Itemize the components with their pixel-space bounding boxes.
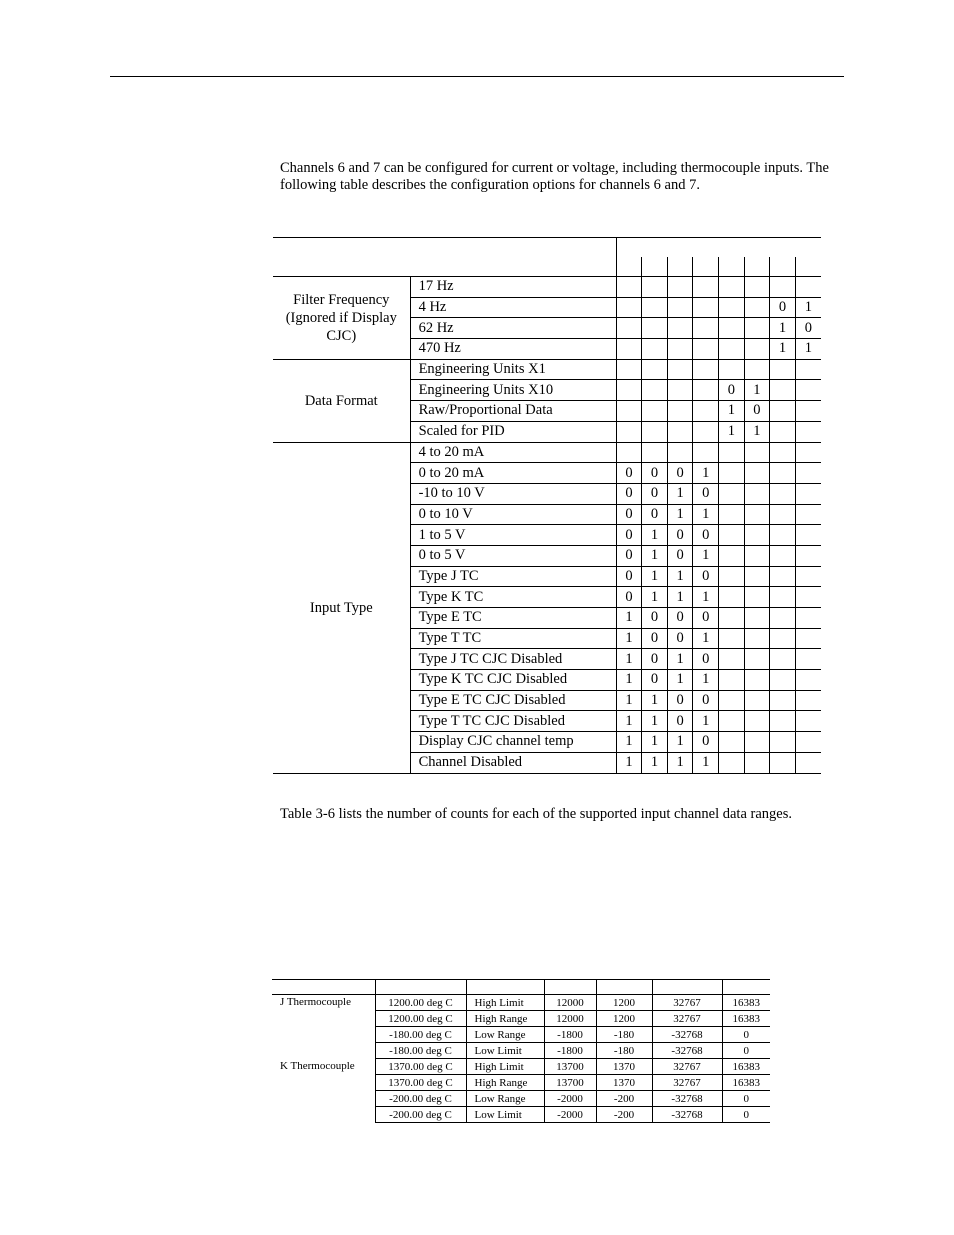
config-bit-cell (719, 277, 745, 298)
counts-cell: 0 (722, 1027, 770, 1043)
counts-cell: -32768 (652, 1107, 722, 1123)
config-bit-cell (693, 401, 719, 422)
config-bit-cell: 0 (642, 628, 668, 649)
config-group-label: Filter Frequency (Ignored if Display CJC) (273, 277, 410, 360)
config-bit-cell (795, 277, 821, 298)
config-bit-cell (744, 525, 770, 546)
counts-cell: Low Range (466, 1091, 544, 1107)
config-bit-cell (795, 504, 821, 525)
config-bit-cell: 0 (642, 649, 668, 670)
counts-cell: 1200 (596, 995, 652, 1011)
config-bit-cell: 0 (642, 463, 668, 484)
config-bit-cell: 1 (667, 752, 693, 773)
config-bit-cell: 0 (642, 608, 668, 629)
config-bit-cell: 1 (719, 421, 745, 442)
config-bit-cell: 1 (642, 587, 668, 608)
config-bit-cell (719, 545, 745, 566)
configuration-table (273, 237, 821, 774)
config-bit-cell: 0 (693, 690, 719, 711)
config-bit-cell (744, 587, 770, 608)
config-bit-cell (642, 401, 668, 422)
config-option-name: Engineering Units X10 (410, 380, 616, 401)
config-bit-cell: 1 (667, 670, 693, 691)
counts-cell: 0 (722, 1043, 770, 1059)
config-bit-cell (616, 380, 642, 401)
config-bit-cell (642, 297, 668, 318)
config-option-name: -10 to 10 V (410, 483, 616, 504)
config-bit-cell (719, 690, 745, 711)
config-bit-cell (719, 318, 745, 339)
counts-cell: -200.00 deg C (375, 1091, 466, 1107)
config-bit-cell: 1 (693, 545, 719, 566)
config-bit-cell (770, 463, 796, 484)
config-bit-cell (795, 732, 821, 753)
config-bit-cell: 1 (642, 752, 668, 773)
counts-cell: 16383 (722, 995, 770, 1011)
config-bit-cell: 0 (693, 566, 719, 587)
counts-cell: High Range (466, 1075, 544, 1091)
config-bit-cell (642, 421, 668, 442)
config-bit-cell: 1 (693, 670, 719, 691)
counts-cell: 1370.00 deg C (375, 1075, 466, 1091)
config-option-name: Type J TC CJC Disabled (410, 649, 616, 670)
config-bit-cell: 0 (667, 545, 693, 566)
config-bit-cell (744, 339, 770, 360)
config-bit-cell (744, 752, 770, 773)
config-bit-cell (744, 711, 770, 732)
counts-cell: 1370 (596, 1075, 652, 1091)
config-bit-cell (667, 297, 693, 318)
counts-cell: -180 (596, 1027, 652, 1043)
config-bit-cell (770, 421, 796, 442)
config-bit-cell (616, 359, 642, 380)
config-bit-cell: 0 (667, 711, 693, 732)
config-bit-cell: 0 (616, 483, 642, 504)
config-option-row (273, 359, 821, 380)
config-bit-cell (719, 504, 745, 525)
config-bit-cell (770, 525, 796, 546)
counts-cell: 1370.00 deg C (375, 1059, 466, 1075)
counts-cell: -200 (596, 1107, 652, 1123)
counts-cell: 1370 (596, 1059, 652, 1075)
config-bit-cell (795, 711, 821, 732)
config-option-name: 17 Hz (410, 277, 616, 298)
counts-cell: 1200.00 deg C (375, 1011, 466, 1027)
config-bit-cell: 0 (693, 483, 719, 504)
config-option-name: Type E TC CJC Disabled (410, 690, 616, 711)
config-bit-cell (667, 401, 693, 422)
config-option-name: Type K TC CJC Disabled (410, 670, 616, 691)
counts-cell: -1800 (544, 1043, 596, 1059)
counts-cell: -200 (596, 1091, 652, 1107)
config-bit-cell: 1 (795, 339, 821, 360)
counts-cell: -32768 (652, 1091, 722, 1107)
config-bit-cell: 1 (616, 732, 642, 753)
config-bit-cell: 0 (667, 463, 693, 484)
config-bit-cell: 0 (795, 318, 821, 339)
config-option-name: Channel Disabled (410, 752, 616, 773)
config-bit-cell: 0 (642, 504, 668, 525)
config-bit-cell: 0 (642, 483, 668, 504)
config-bit-cell (770, 649, 796, 670)
config-bit-cell: 1 (770, 318, 796, 339)
config-bit-cell (795, 752, 821, 773)
config-bit-cell: 1 (642, 732, 668, 753)
config-bit-cell (719, 442, 745, 463)
config-bit-cell: 0 (744, 401, 770, 422)
counts-cell: 32767 (652, 1075, 722, 1091)
config-bit-cell: 0 (642, 670, 668, 691)
config-header-row-1 (273, 238, 821, 258)
config-bit-cell (795, 380, 821, 401)
config-bit-cell (744, 359, 770, 380)
config-option-name: Engineering Units X1 (410, 359, 616, 380)
config-bit-cell (770, 752, 796, 773)
config-bit-cell (719, 566, 745, 587)
counts-cell: 12000 (544, 995, 596, 1011)
config-bit-cell (744, 504, 770, 525)
config-bit-cell (719, 752, 745, 773)
config-bit-cell (667, 318, 693, 339)
config-bit-cell (719, 587, 745, 608)
config-bit-cell: 1 (616, 752, 642, 773)
counts-cell: 16383 (722, 1011, 770, 1027)
config-bit-cell (642, 442, 668, 463)
config-option-name: 4 to 20 mA (410, 442, 616, 463)
config-bit-cell (770, 545, 796, 566)
config-option-name: Display CJC channel temp (410, 732, 616, 753)
config-bit-cell (693, 380, 719, 401)
config-bit-cell (744, 690, 770, 711)
config-bit-cell: 1 (616, 670, 642, 691)
config-bit-cell: 1 (744, 380, 770, 401)
config-bit-cell (770, 277, 796, 298)
counts-intro-paragraph: Table 3-6 lists the number of counts for each of the supported input channel data ranges. (280, 806, 792, 822)
config-bit-cell (795, 649, 821, 670)
config-bit-cell (744, 463, 770, 484)
config-bit-cell: 0 (693, 525, 719, 546)
counts-cell: 13700 (544, 1059, 596, 1075)
config-bit-cell (719, 463, 745, 484)
config-bit-cell (770, 587, 796, 608)
config-bit-cell (642, 277, 668, 298)
config-bit-cell (719, 525, 745, 546)
config-bit-cell (770, 380, 796, 401)
config-bit-cell (795, 545, 821, 566)
config-bit-cell (642, 359, 668, 380)
config-bit-cell (770, 359, 796, 380)
counts-cell: Low Limit (466, 1107, 544, 1123)
config-bit-cell: 0 (667, 608, 693, 629)
counts-cell: 32767 (652, 995, 722, 1011)
config-option-name: Type K TC (410, 587, 616, 608)
config-bit-cell (744, 670, 770, 691)
config-bit-cell (744, 649, 770, 670)
config-bit-cell: 0 (693, 608, 719, 629)
config-bit-cell (616, 401, 642, 422)
counts-group-label: J Thermocouple (280, 996, 351, 1008)
counts-cell: High Limit (466, 995, 544, 1011)
config-bit-cell: 1 (667, 587, 693, 608)
counts-cell: 1200.00 deg C (375, 995, 466, 1011)
counts-cell: 0 (722, 1107, 770, 1123)
config-bit-cell (667, 277, 693, 298)
config-bit-cell (693, 297, 719, 318)
config-bit-cell (770, 732, 796, 753)
config-bit-cell (719, 732, 745, 753)
counts-cell: 13700 (544, 1075, 596, 1091)
config-option-name: 470 Hz (410, 339, 616, 360)
config-bit-cell (744, 483, 770, 504)
config-option-name: 62 Hz (410, 318, 616, 339)
config-bit-cell (744, 277, 770, 298)
counts-cell: -180.00 deg C (375, 1027, 466, 1043)
counts-cell: -32768 (652, 1043, 722, 1059)
config-option-name: Raw/Proportional Data (410, 401, 616, 422)
config-bit-cell: 0 (667, 525, 693, 546)
config-bit-cell (770, 442, 796, 463)
config-bit-cell (770, 628, 796, 649)
counts-cell: -2000 (544, 1091, 596, 1107)
config-bit-cell (795, 463, 821, 484)
counts-cell: High Range (466, 1011, 544, 1027)
counts-cell: -2000 (544, 1107, 596, 1123)
counts-cell: Low Limit (466, 1043, 544, 1059)
config-bit-cell: 1 (667, 483, 693, 504)
config-option-row (273, 277, 821, 298)
config-bit-cell: 0 (616, 587, 642, 608)
counts-cell: -180.00 deg C (375, 1043, 466, 1059)
counts-cell: -200.00 deg C (375, 1107, 466, 1123)
config-bit-cell (642, 380, 668, 401)
config-bit-cell (616, 297, 642, 318)
config-bit-cell (770, 401, 796, 422)
config-bit-cell (795, 401, 821, 422)
config-bit-cell (642, 318, 668, 339)
config-bit-cell (744, 628, 770, 649)
config-bit-cell (667, 442, 693, 463)
counts-cell: 0 (722, 1091, 770, 1107)
config-bit-cell (693, 359, 719, 380)
config-bit-cell: 1 (693, 587, 719, 608)
config-option-name: 0 to 5 V (410, 545, 616, 566)
counts-cell: -180 (596, 1043, 652, 1059)
config-bit-cell (744, 545, 770, 566)
config-bit-cell (667, 380, 693, 401)
config-bit-cell (616, 277, 642, 298)
config-bit-cell (744, 442, 770, 463)
config-bit-cell (744, 732, 770, 753)
config-bit-cell (667, 359, 693, 380)
config-group-label: Input Type (273, 442, 410, 773)
config-bit-cell (770, 504, 796, 525)
config-bit-cell: 1 (770, 339, 796, 360)
config-bit-cell: 0 (616, 525, 642, 546)
config-bit-cell (616, 442, 642, 463)
config-bit-cell (616, 339, 642, 360)
config-option-name: Type T TC (410, 628, 616, 649)
config-bit-cell: 0 (616, 545, 642, 566)
config-bit-cell: 1 (667, 732, 693, 753)
counts-row (272, 1059, 770, 1075)
config-bit-cell (795, 608, 821, 629)
config-bit-cell (770, 690, 796, 711)
config-bit-cell: 1 (795, 297, 821, 318)
config-bit-cell: 1 (642, 711, 668, 732)
counts-cell: -1800 (544, 1027, 596, 1043)
config-bit-cell (744, 608, 770, 629)
config-bit-cell (719, 359, 745, 380)
config-bit-cell (719, 608, 745, 629)
config-bit-cell (719, 711, 745, 732)
config-bit-cell: 0 (616, 566, 642, 587)
header-rule (110, 76, 844, 77)
config-bit-cell (744, 318, 770, 339)
config-bit-cell (719, 670, 745, 691)
config-bit-cell: 1 (642, 566, 668, 587)
counts-cell: Low Range (466, 1027, 544, 1043)
config-option-name: Type J TC (410, 566, 616, 587)
config-bit-cell: 1 (616, 711, 642, 732)
config-bit-cell (795, 421, 821, 442)
config-bit-cell (770, 670, 796, 691)
config-bit-cell: 1 (693, 463, 719, 484)
counts-cell: 12000 (544, 1011, 596, 1027)
counts-cell: 32767 (652, 1011, 722, 1027)
config-bit-cell (616, 318, 642, 339)
config-bit-cell: 0 (667, 628, 693, 649)
config-bit-cell: 0 (667, 690, 693, 711)
config-bit-cell: 1 (616, 608, 642, 629)
config-bit-cell (667, 421, 693, 442)
config-option-name: Type T TC CJC Disabled (410, 711, 616, 732)
config-bit-cell: 1 (693, 628, 719, 649)
config-bit-cell (693, 318, 719, 339)
config-bit-cell (642, 339, 668, 360)
config-bit-cell: 1 (616, 649, 642, 670)
config-bit-cell: 1 (616, 628, 642, 649)
config-bit-cell (667, 339, 693, 360)
config-bit-cell (795, 483, 821, 504)
config-bit-cell (770, 711, 796, 732)
counts-header-row (272, 980, 770, 995)
config-bit-cell: 1 (642, 690, 668, 711)
config-bit-cell (693, 442, 719, 463)
config-bit-cell (795, 670, 821, 691)
counts-cell: High Limit (466, 1059, 544, 1075)
config-bit-cell (719, 628, 745, 649)
config-bit-cell (795, 690, 821, 711)
counts-cell: 16383 (722, 1075, 770, 1091)
config-bit-cell (744, 566, 770, 587)
config-option-name: 1 to 5 V (410, 525, 616, 546)
config-option-name: 0 to 10 V (410, 504, 616, 525)
config-bit-cell: 1 (642, 545, 668, 566)
config-option-name: 0 to 20 mA (410, 463, 616, 484)
config-bit-cell (770, 483, 796, 504)
config-bit-cell (770, 608, 796, 629)
config-bit-cell: 1 (693, 711, 719, 732)
config-bit-cell: 0 (693, 649, 719, 670)
config-option-name: Type E TC (410, 608, 616, 629)
config-option-name: 4 Hz (410, 297, 616, 318)
config-bit-cell: 1 (744, 421, 770, 442)
config-header-row-2 (273, 257, 821, 277)
config-bit-cell: 1 (719, 401, 745, 422)
config-bit-cell: 1 (642, 525, 668, 546)
intro-paragraph: Channels 6 and 7 can be configured for current or voltage, including thermocouple inputs. The following table describes the configuration options for channels 6 and 7. (280, 160, 829, 193)
counts-cell: -32768 (652, 1027, 722, 1043)
config-option-row (273, 442, 821, 463)
config-bit-cell (795, 359, 821, 380)
config-bit-cell (719, 339, 745, 360)
config-bit-cell (770, 566, 796, 587)
config-bit-cell (795, 442, 821, 463)
config-bit-cell (693, 339, 719, 360)
config-bit-cell (795, 628, 821, 649)
config-bit-cell: 1 (667, 566, 693, 587)
config-bit-cell: 0 (719, 380, 745, 401)
config-bit-cell: 0 (770, 297, 796, 318)
counts-cell: 32767 (652, 1059, 722, 1075)
counts-cell: 1200 (596, 1011, 652, 1027)
config-bit-cell: 1 (616, 690, 642, 711)
config-bit-cell (795, 566, 821, 587)
config-bit-cell (795, 587, 821, 608)
config-bit-cell (744, 297, 770, 318)
config-bit-cell (719, 483, 745, 504)
config-bit-cell (616, 421, 642, 442)
config-bit-cell: 1 (693, 752, 719, 773)
counts-table (272, 979, 770, 1123)
config-bit-cell (693, 421, 719, 442)
config-bit-cell: 0 (693, 732, 719, 753)
config-bit-cell: 1 (693, 504, 719, 525)
config-group-label: Data Format (273, 359, 410, 442)
config-bit-cell (693, 277, 719, 298)
config-bit-cell: 1 (667, 649, 693, 670)
config-bit-cell: 0 (616, 463, 642, 484)
config-bit-cell: 1 (667, 504, 693, 525)
counts-group-label: K Thermocouple (280, 1059, 355, 1072)
config-bit-cell: 0 (616, 504, 642, 525)
counts-cell: 16383 (722, 1059, 770, 1075)
config-bit-cell (795, 525, 821, 546)
config-option-name: Scaled for PID (410, 421, 616, 442)
config-bit-cell (719, 297, 745, 318)
config-bit-cell (719, 649, 745, 670)
counts-row (272, 995, 770, 1011)
